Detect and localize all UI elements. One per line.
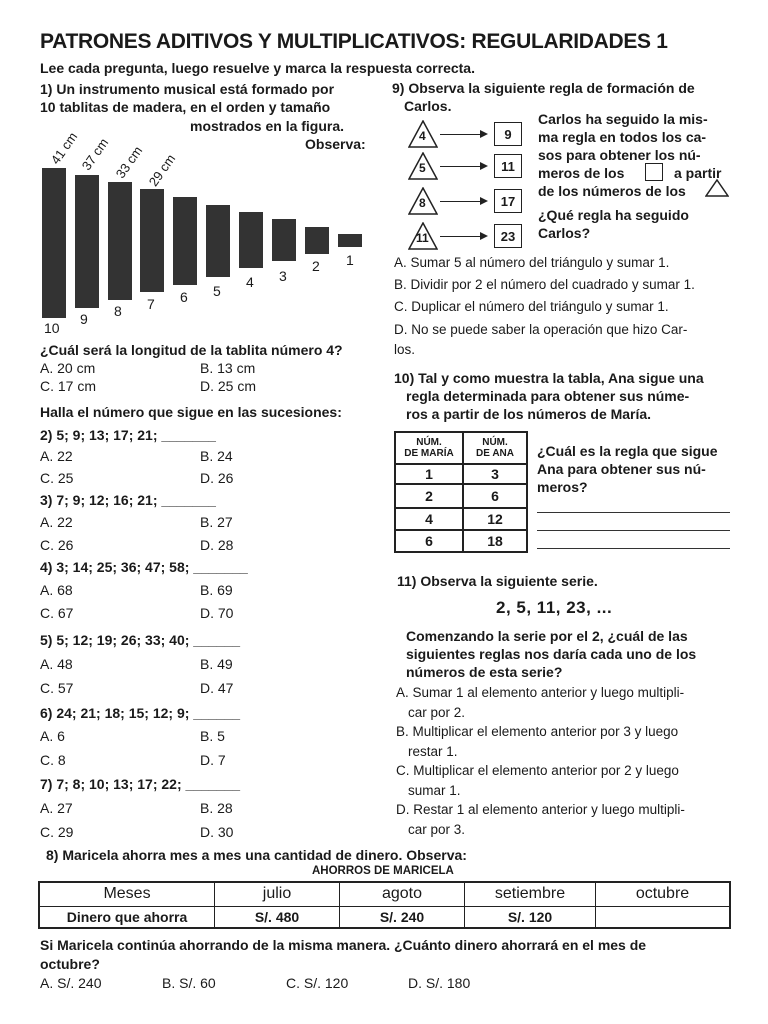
q9-desc: Carlos ha seguido la mis- — [538, 111, 708, 127]
triangle-value: 5 — [419, 161, 426, 175]
q9-desc: sos para obtener los nú- — [538, 147, 701, 163]
q11-intro: siguientes reglas nos daría cada uno de los — [406, 646, 697, 662]
q3-option-b[interactable]: B. 27 — [200, 514, 233, 530]
col-ana-header — [463, 432, 527, 464]
bar-10 — [42, 168, 66, 318]
q9-line1: 9) Observa la siguiente regla de formación de — [392, 80, 695, 96]
length-label: 29 cm — [145, 151, 179, 189]
table-row — [395, 508, 527, 530]
q10-line2: regla determinada para obtener sus núme- — [406, 388, 690, 404]
q9-option-b[interactable]: B. Dividir por 2 el número del cuadrado y sumar 1. — [394, 277, 695, 292]
triangle-value: 8 — [419, 196, 426, 210]
q5-option-b[interactable]: B. 49 — [200, 656, 233, 672]
q8-table-title: AHORROS DE MARICELA — [312, 865, 454, 877]
q5-option-c[interactable]: C. 57 — [40, 680, 74, 696]
header-cell: setiembre — [465, 882, 596, 906]
q9-option-d-cont: los. — [394, 342, 416, 357]
table-row — [395, 484, 527, 508]
q3-option-a[interactable]: A. 22 — [40, 514, 73, 530]
length-label: 37 cm — [78, 135, 112, 173]
answer-line[interactable] — [537, 530, 730, 531]
sequence-header: Halla el número que sigue en las sucesiones: — [40, 404, 342, 420]
table-cell: 3 — [463, 464, 527, 484]
header-cell: octubre — [596, 882, 731, 906]
q2-option-a[interactable]: A. 22 — [40, 448, 73, 464]
q11-intro: números de esta serie? — [406, 664, 563, 680]
q8-question: Si Maricela continúa ahorrando de la misma manera. ¿Cuánto dinero ahorrará en el mes de — [40, 937, 647, 953]
bar-1 — [338, 234, 362, 247]
table-cell: 6 — [395, 530, 463, 552]
q9-option-a[interactable]: A. Sumar 5 al número del triángulo y sumar 1. — [394, 255, 670, 270]
bar-4 — [239, 212, 263, 268]
table-cell: S/. 240 — [340, 906, 465, 928]
q9-option-c[interactable]: C. Duplicar el número del triángulo y sumar 1. — [394, 299, 669, 314]
q7-option-c[interactable]: C. 29 — [40, 824, 74, 840]
q10-line1: 10) Tal y como muestra la tabla, Ana sigue una — [394, 370, 704, 386]
q1-question: ¿Cuál será la longitud de la tablita número 4? — [40, 342, 343, 358]
q1-line4: Observa: — [305, 136, 366, 152]
bar-number: 3 — [279, 268, 287, 284]
square-value: 11 — [494, 154, 522, 178]
table-cell: S/. 480 — [215, 906, 340, 928]
answer-line[interactable] — [537, 512, 730, 513]
table-cell: 18 — [463, 530, 527, 552]
q4-option-d[interactable]: D. 70 — [200, 605, 234, 621]
table-cell: 4 — [395, 508, 463, 530]
bar-3 — [272, 219, 296, 261]
q11-option-c-cont: sumar 1. — [408, 783, 461, 798]
q6-option-b[interactable]: B. 5 — [200, 728, 225, 744]
bar-9 — [75, 175, 99, 308]
q1-option-b[interactable]: B. 13 cm — [200, 360, 256, 376]
q11-series: 2, 5, 11, 23, ... — [496, 598, 613, 617]
bar-6 — [173, 197, 197, 285]
header-cell: julio — [215, 882, 340, 906]
q6-option-d[interactable]: D. 7 — [200, 752, 226, 768]
q2-option-d[interactable]: D. 26 — [200, 470, 234, 486]
q6-option-a[interactable]: A. 6 — [40, 728, 65, 744]
q11-option-d[interactable]: D. Restar 1 al elemento anterior y luego multipli- — [396, 802, 685, 817]
table-row — [395, 530, 527, 552]
length-label: 33 cm — [112, 143, 146, 181]
q8-text: 8) Maricela ahorra mes a mes una cantidad de dinero. Observa: — [46, 847, 467, 863]
q10-question: meros? — [537, 479, 588, 495]
col-ana-line1: NÚM. — [482, 437, 508, 448]
arrow-icon — [440, 134, 486, 135]
table-cell: 2 — [395, 484, 463, 508]
q11-line1: 11) Observa la siguiente serie. — [397, 573, 598, 589]
q8-question-cont: octubre? — [40, 956, 100, 972]
col-maria-line1: NÚM. — [416, 437, 442, 448]
q11-option-c[interactable]: C. Multiplicar el elemento anterior por 2 y luego — [396, 763, 679, 778]
q1-line2: 10 tablitas de madera, en el orden y tamaño — [40, 99, 331, 115]
col-maria-line2: DE MARÍA — [404, 448, 454, 459]
q1-line3: mostrados en la figura. — [190, 118, 345, 134]
q4-option-b[interactable]: B. 69 — [200, 582, 233, 598]
table-cell-empty[interactable] — [596, 906, 731, 928]
q7-option-a[interactable]: A. 27 — [40, 800, 73, 816]
q11-option-a-cont: car por 2. — [408, 705, 466, 720]
header-cell: agoto — [340, 882, 465, 906]
bar-number: 8 — [114, 303, 122, 319]
q8-option-d[interactable]: D. S/. 180 — [408, 975, 471, 991]
q8-option-b[interactable]: B. S/. 60 — [162, 975, 216, 991]
q1-option-c[interactable]: C. 17 cm — [40, 378, 97, 394]
bar-2 — [305, 227, 329, 254]
q4-option-c[interactable]: C. 67 — [40, 605, 74, 621]
q6-option-c[interactable]: C. 8 — [40, 752, 66, 768]
square-value: 17 — [494, 189, 522, 213]
header-cell: Meses — [39, 882, 215, 906]
bar-number: 9 — [80, 311, 88, 327]
savings-table — [38, 881, 731, 929]
q9-desc: meros de los — [538, 165, 625, 181]
q11-intro: Comenzando la serie por el 2, ¿cuál de las — [406, 628, 688, 644]
answer-line[interactable] — [537, 548, 730, 549]
instructions: Lee cada pregunta, luego resuelve y marca la respuesta correcta. — [40, 60, 475, 76]
q7-text: 7) 7; 8; 10; 13; 17; 22; _______ — [40, 776, 241, 792]
bar-5 — [206, 205, 230, 277]
q8-option-c[interactable]: C. S/. 120 — [286, 975, 349, 991]
bar-number: 2 — [312, 258, 320, 274]
q4-option-a[interactable]: A. 68 — [40, 582, 73, 598]
bar-number: 1 — [346, 252, 354, 268]
col-ana-line2: DE ANA — [476, 448, 514, 459]
length-label: 41 cm — [47, 129, 81, 167]
bar-number: 6 — [180, 289, 188, 305]
q11-option-a[interactable]: A. Sumar 1 al elemento anterior y luego multipli- — [396, 685, 685, 700]
arrow-icon — [440, 236, 486, 237]
q11-option-b[interactable]: B. Multiplicar el elemento anterior por 3 y luego — [396, 724, 679, 739]
q9-question: Carlos? — [538, 225, 591, 241]
bar-number: 4 — [246, 274, 254, 290]
bar-number: 7 — [147, 296, 155, 312]
q1-line1: 1) Un instrumento musical está formado por — [40, 81, 335, 97]
q9-question: ¿Qué regla ha seguido — [538, 207, 689, 223]
table-cell: S/. 120 — [465, 906, 596, 928]
row-label: Dinero que ahorra — [39, 906, 215, 928]
square-value: 9 — [494, 122, 522, 146]
q2-text: 2) 5; 9; 13; 17; 21; _______ — [40, 427, 216, 443]
q5-text: 5) 5; 12; 19; 26; 33; 40; ______ — [40, 632, 241, 648]
q2-option-c[interactable]: C. 25 — [40, 470, 74, 486]
arrow-icon — [440, 166, 486, 167]
maria-ana-table — [394, 431, 528, 553]
q1-option-d[interactable]: D. 25 cm — [200, 378, 257, 394]
q9-desc: ma regla en todos los ca- — [538, 129, 707, 145]
q3-option-d[interactable]: D. 28 — [200, 537, 234, 553]
q4-text: 4) 3; 14; 25; 36; 47; 58; _______ — [40, 559, 248, 575]
table-cell: 12 — [463, 508, 527, 530]
q2-option-b[interactable]: B. 24 — [200, 448, 233, 464]
q3-text: 3) 7; 9; 12; 16; 21; _______ — [40, 492, 216, 508]
col-maria-header — [395, 432, 463, 464]
q10-question: ¿Cuál es la regla que sigue — [537, 443, 718, 459]
triangle-value: 4 — [419, 129, 426, 143]
q5-option-a[interactable]: A. 48 — [40, 656, 73, 672]
bar-number: 5 — [213, 283, 221, 299]
bar-number: 10 — [44, 320, 60, 336]
bar-7 — [140, 189, 164, 292]
arrow-icon — [440, 201, 486, 202]
triangle-value: 11 — [416, 231, 429, 245]
q10-line3: ros a partir de los números de María. — [406, 406, 652, 422]
bar-8 — [108, 182, 132, 300]
q11-option-b-cont: restar 1. — [408, 744, 458, 759]
q10-question: Ana para obtener sus nú- — [537, 461, 706, 477]
q6-text: 6) 24; 21; 18; 15; 12; 9; ______ — [40, 705, 241, 721]
q1-option-a[interactable]: A. 20 cm — [40, 360, 96, 376]
table-cell: 1 — [395, 464, 463, 484]
square-value: 23 — [494, 224, 522, 248]
q7-option-b[interactable]: B. 28 — [200, 800, 233, 816]
q9-desc: a partir — [674, 165, 722, 181]
q7-option-d[interactable]: D. 30 — [200, 824, 234, 840]
q11-option-d-cont: car por 3. — [408, 822, 466, 837]
page-title: PATRONES ADITIVOS Y MULTIPLICATIVOS: REGULARIDADES 1 — [40, 30, 668, 53]
q9-desc: de los números de los — [538, 183, 686, 199]
q3-option-c[interactable]: C. 26 — [40, 537, 74, 553]
q9-option-d[interactable]: D. No se puede saber la operación que hizo Car- — [394, 322, 688, 337]
table-cell: 6 — [463, 484, 527, 508]
square-icon — [645, 163, 663, 181]
table-row — [395, 464, 527, 484]
q5-option-d[interactable]: D. 47 — [200, 680, 234, 696]
q8-option-a[interactable]: A. S/. 240 — [40, 975, 102, 991]
triangle-icon — [705, 179, 729, 197]
q9-line2: Carlos. — [404, 98, 452, 114]
